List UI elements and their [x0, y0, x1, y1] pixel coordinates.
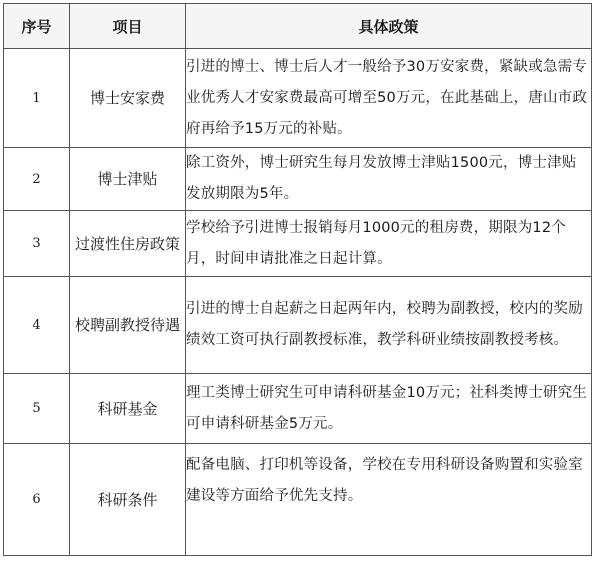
row-policy: 学校给予引进博士报销每月1000元的租房费，期限为12个月，时间申请批准之日起计算。	[186, 211, 592, 277]
policy-table	[3, 3, 592, 556]
row-policy: 引进的博士自起薪之日起两年内，校聘为副教授，校内的奖励绩效工资可执行副教授标准，教学科研业绩按副教授考核。	[186, 277, 592, 374]
row-policy: 引进的博士、博士后人才一般给予30万安家费，紧缺或急需专业优秀人才安家费最高可增至50万元，在此基础上，唐山市政府再给予15万元的补贴。	[186, 49, 592, 148]
header-num: 序号	[4, 4, 70, 49]
header-policy: 具体政策	[186, 4, 592, 49]
row-number: 4	[4, 277, 70, 374]
table-row	[4, 277, 592, 374]
header-item: 项目	[70, 4, 186, 49]
row-item: 校聘副教授待遇	[70, 277, 186, 374]
row-policy: 配备电脑、打印机等设备，学校在专用科研设备购置和实验室建设等方面给予优先支持。	[186, 444, 592, 556]
row-item: 科研条件	[70, 444, 186, 556]
table-row	[4, 148, 592, 211]
row-item: 博士安家费	[70, 49, 186, 148]
table-row	[4, 49, 592, 148]
row-number: 2	[4, 148, 70, 211]
row-policy: 理工类博士研究生可申请科研基金10万元；社科类博士研究生可申请科研基金5万元。	[186, 374, 592, 444]
table-row	[4, 444, 592, 556]
row-policy: 除工资外，博士研究生每月发放博士津贴1500元，博士津贴发放期限为5年。	[186, 148, 592, 211]
row-number: 1	[4, 49, 70, 148]
row-number: 6	[4, 444, 70, 556]
header-row	[4, 4, 592, 49]
row-item: 博士津贴	[70, 148, 186, 211]
table-row	[4, 374, 592, 444]
row-number: 5	[4, 374, 70, 444]
row-number: 3	[4, 211, 70, 277]
row-item: 科研基金	[70, 374, 186, 444]
row-item: 过渡性住房政策	[70, 211, 186, 277]
table-row	[4, 211, 592, 277]
